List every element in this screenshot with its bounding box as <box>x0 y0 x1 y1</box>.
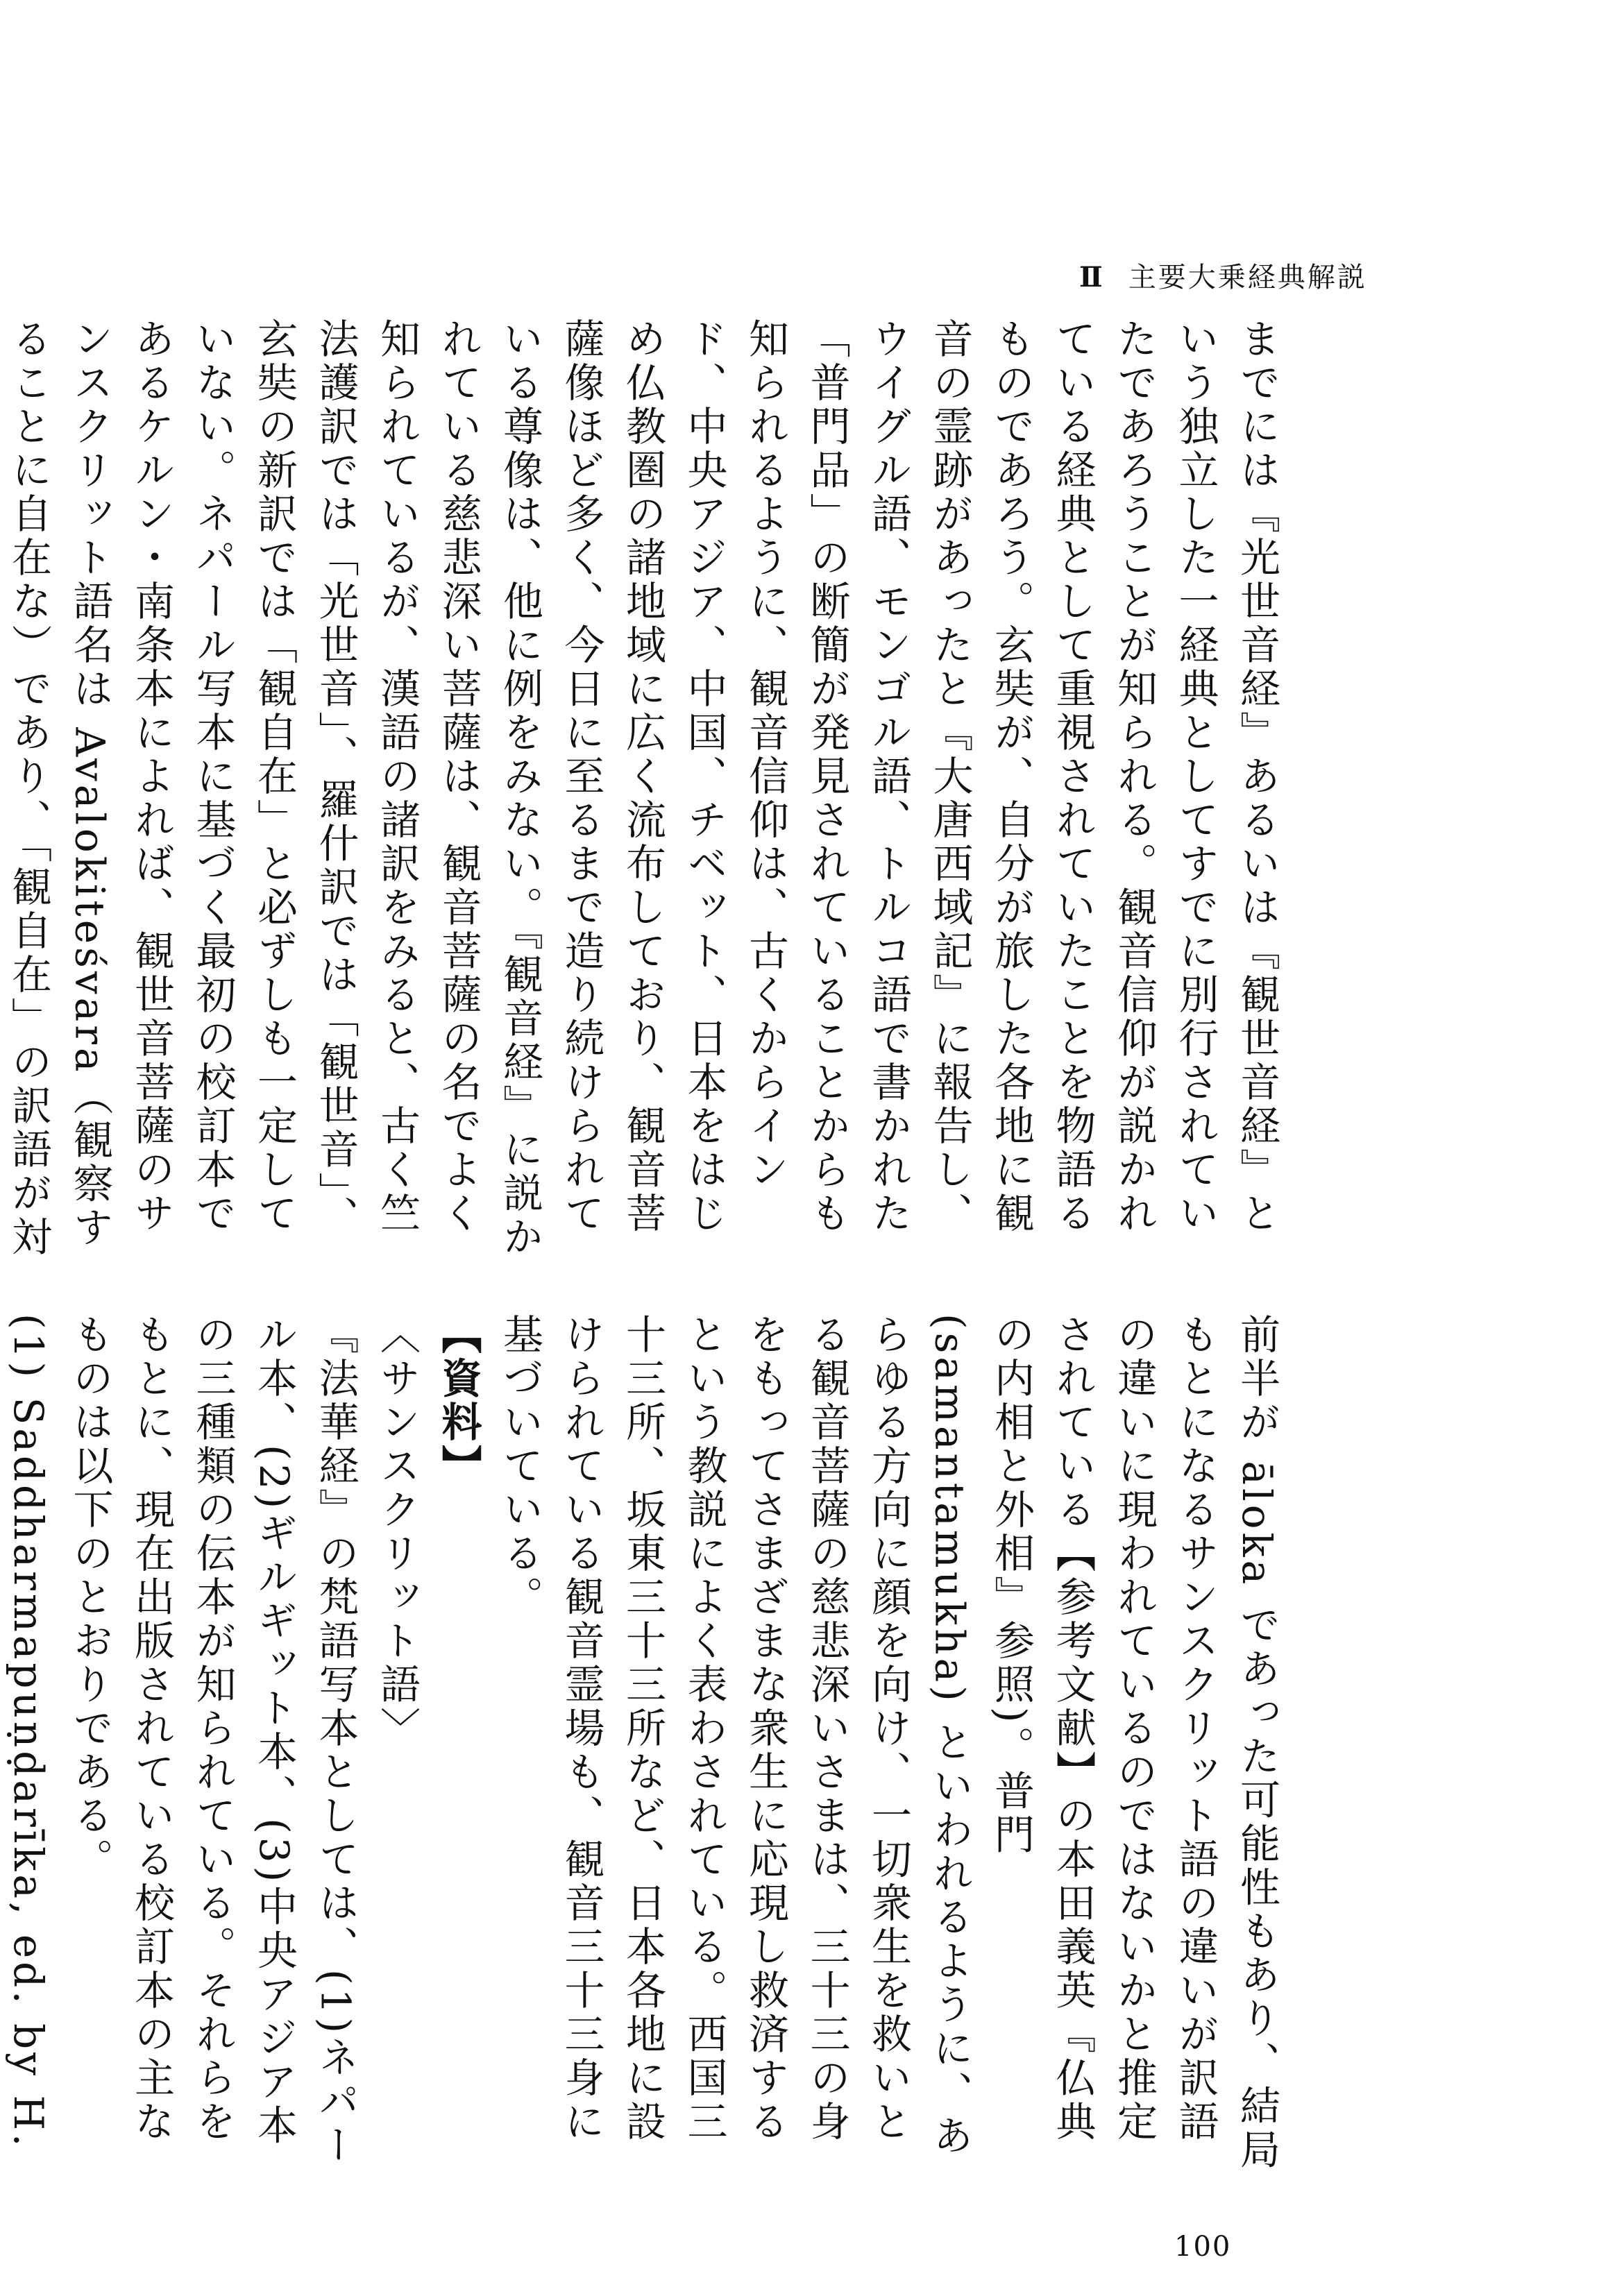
resources-heading: 【資料】 <box>434 1313 482 1488</box>
upper-text-column <box>5 318 1287 1272</box>
page-number: 100 <box>1174 2231 1232 2263</box>
reference-entry-1: (1) Saddharmapuṇḍarīka, ed. by H. <box>5 1313 52 2150</box>
upper-body-paragraph: までには『光世音経』あるいは『観世音経』という独立した一経典としてすでに別行されていたであろうことが知られる。観音信仰が説かれている経典として重視されていたことを物語るものであろう。玄奘が、自分が旅した各地に観音の霊跡があったと『大唐西域記』に報告し、ウイグル語、モンゴル語、トルコ語で書かれた「普門品」の断簡が発見されていることからも知られるように、観音信仰は、古くからインド、中央アジア、中国、チベット、日本をはじめ仏教圏の諸地域に広く流布しており、観音菩薩像ほど多く、今日に至るまで造り続けられている尊像は、他に例をみない。『観音経』に説かれている慈悲深い菩薩は、観音菩薩の名でよく知られているが、漢語の諸訳をみると、古く竺法護訳では「光世音」、羅什訳では「観世音」、玄奘の新訳では「観自在」と必ずしも一定していない。ネパール写本に基づく最初の校訂本であるケルン・南条本によれば、観世音菩薩のサンスクリット語名は Avalokiteśvara（観察することに自在な）であり、「観自在」の訳語が対 <box>5 318 1280 1259</box>
resources-paragraph: 『法華経』の梵語写本としては、(1)ネパール本、(2)ギルギット本、(3)中央アジア本の三種類の伝本が知られている。それらをもとに、現在出版されている校訂本の主なものは以下のとおりである。 <box>66 1313 360 2168</box>
running-header <box>1079 255 1367 295</box>
lower-intro-paragraph: 前半が āloka であった可能性もあり、結局もとになるサンスクリット語の違いが訳語の違いに現われているのではないかと推定されている【参考文献】の本田義英『仏典の内相と外相』参照)。普門 (samantamukha) といわれるように、あらゆる方向に顔を向け、一切衆生を救いとる観音菩薩の慈悲深いさまは、三十三の身をもってさまざまな衆生に応現し救済するという教説によく表わされている。西国三十三所、坂東三十三所など、日本各地に設けられている観音霊場も、観音三十三身に基づいている。 <box>496 1313 1280 2172</box>
sanskrit-subheading: 〈サンスクリット語〉 <box>373 1313 421 1751</box>
section-title: 主要大乗経典解説 <box>1128 262 1367 294</box>
lower-text-column <box>5 1313 1287 2174</box>
section-numeral: Ⅱ <box>1079 261 1105 294</box>
